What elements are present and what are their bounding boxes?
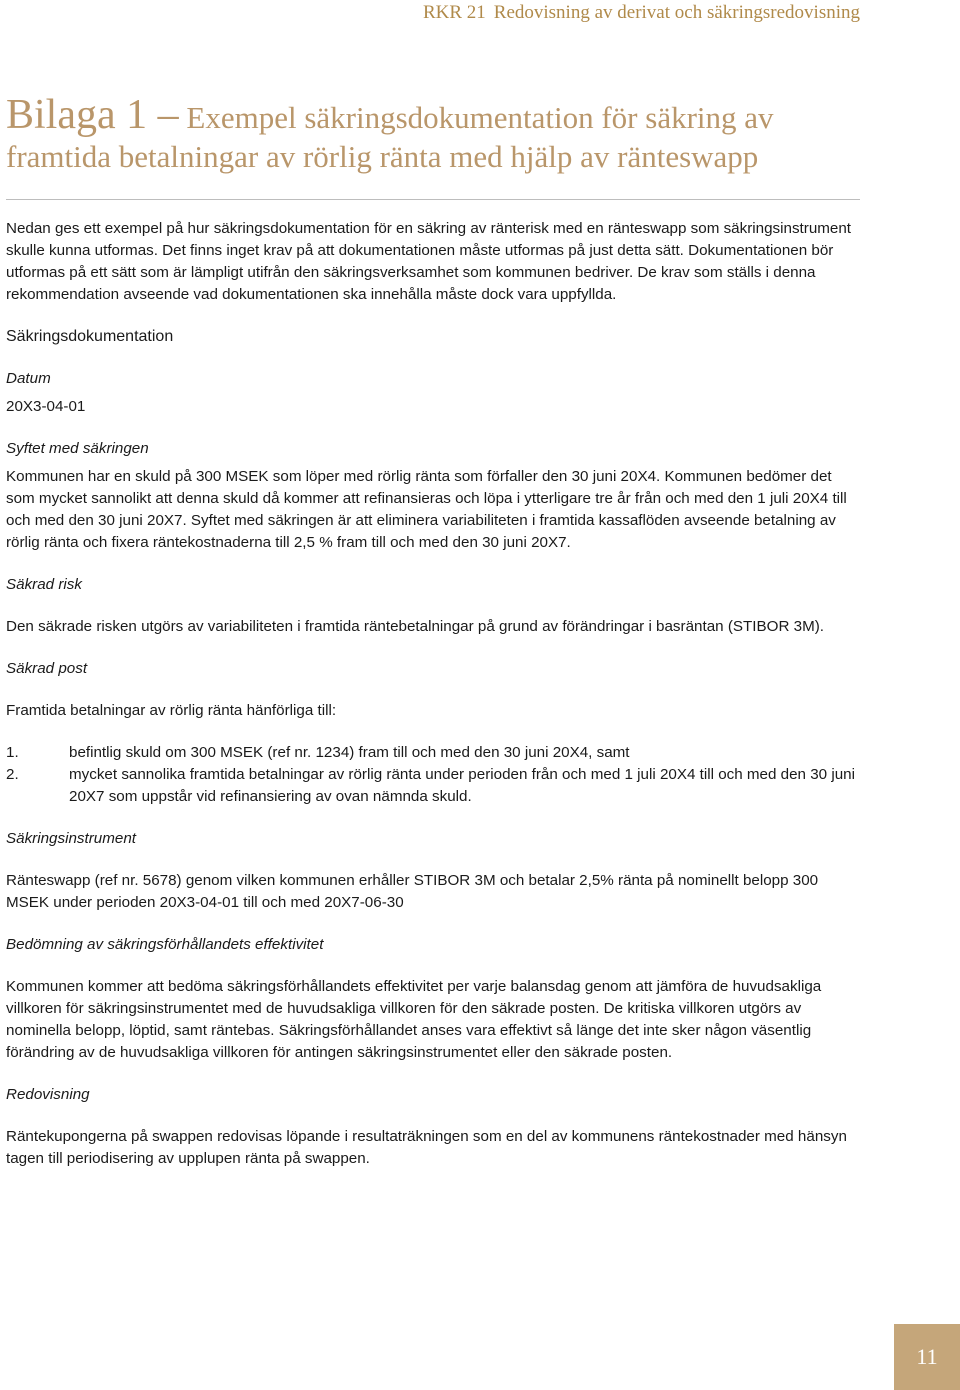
hedged-items-list [6, 742, 862, 808]
post-label: Säkrad post [6, 660, 88, 677]
document-body [6, 218, 862, 1190]
header-code: RKR 21 [422, 2, 486, 23]
effektivitet-label: Bedömning av säkringsförhållandets effektivitet [6, 936, 324, 953]
list-item [6, 764, 862, 808]
risk-text: Den säkrade risken utgörs av variabiliteten i framtida räntebetalningar på grund av förändringar i basräntan (STIBOR 3M). [6, 618, 825, 635]
syfte-label: Syftet med säkringen [6, 440, 149, 457]
instrument-label: Säkringsinstrument [6, 830, 136, 847]
datum-value: 20X3-04-01 [6, 398, 86, 415]
list-item-number: 2. [6, 766, 19, 783]
page-title-rest: Exempel säkringsdokumentation för säkring av framtida betalningar av rörlig ränta med hjälp av ränteswapp [6, 100, 774, 174]
list-item-text: mycket sannolika framtida betalningar av rörlig ränta under perioden från och med 1 juli 20X4 till och med den 30 juni 20X7 som uppstår vid refinansiering av ovan nämnda skuld. [69, 766, 855, 805]
risk-label: Säkrad risk [6, 576, 82, 593]
redovisning-text: Räntekupongerna på swappen redovisas löpande i resultaträkningen som en del av kommunens räntekostnader med hänsyn tagen till periodisering av upplupen ränta på swappen. [6, 1128, 847, 1167]
datum-label: Datum [6, 370, 51, 387]
page-number: 11 [916, 1344, 938, 1369]
page-title-lead: Bilaga 1 – [6, 92, 179, 138]
header-title-text: Redovisning av derivat och säkringsredovisning [493, 2, 860, 23]
page-title [6, 92, 866, 176]
list-item [6, 742, 862, 764]
running-header [423, 2, 860, 24]
list-item-text: befintlig skuld om 300 MSEK (ref nr. 1234) fram till och med den 30 juni 20X4, samt [69, 744, 630, 761]
post-text: Framtida betalningar av rörlig ränta hänförliga till: [6, 702, 337, 719]
section-heading: Säkringsdokumentation [6, 328, 174, 345]
title-divider [6, 199, 860, 200]
effektivitet-text: Kommunen kommer att bedöma säkringsförhållandets effektivitet per varje balansdag genom att jämföra de huvudsakliga villkoren för säkringsinstrumentet med de huvudsakliga villkoren för den säkrade posten. De kritiska villkoren utgörs av nominella belopp, löptid, samt räntebas. Säkringsförhållandet anses vara effektivt så länge det inte sker någon väsentlig förändring av de huvudsakliga villkoren för antingen säkringsinstrumentet eller den säkrade posten. [6, 978, 822, 1061]
intro-paragraph: Nedan ges ett exempel på hur säkringsdokumentation för en säkring av ränterisk med en ränteswapp som säkringsinstrument skulle kunna utformas. Det finns inget krav på att dokumentationen måste utformas på just detta sätt. Dokumentationen bör utformas på ett sätt som är lämpligt utifrån den säkringsverksamhet som kommunen bedriver. De krav som ställs i denna rekommendation avseende vad dokumentationen ska innehålla måste dock vara uppfyllda. [6, 220, 852, 303]
list-item-number: 1. [6, 744, 19, 761]
page-number-badge [894, 1324, 960, 1390]
syfte-text: Kommunen har en skuld på 300 MSEK som löper med rörlig ränta som förfaller den 30 juni 20X4. Kommunen bedömer det som mycket sannolikt att denna skuld då kommer att refinansieras och löpa i ytterligare tre år från och med den 1 juli 20X4 till och med den 30 juni 20X7. Syftet med säkringen är att eliminera variabiliteten i framtida kassaflöden avseende betalning av rörlig ränta och fixera räntekostnaderna till 2,5 % fram till och med den 30 juni 20X7. [6, 468, 847, 551]
redovisning-label: Redovisning [6, 1086, 90, 1103]
instrument-text: Ränteswapp (ref nr. 5678) genom vilken kommunen erhåller STIBOR 3M och betalar 2,5% ränta på nominellt belopp 300 MSEK under perioden 20X3-04-01 till och med 20X7-06-30 [6, 872, 819, 911]
